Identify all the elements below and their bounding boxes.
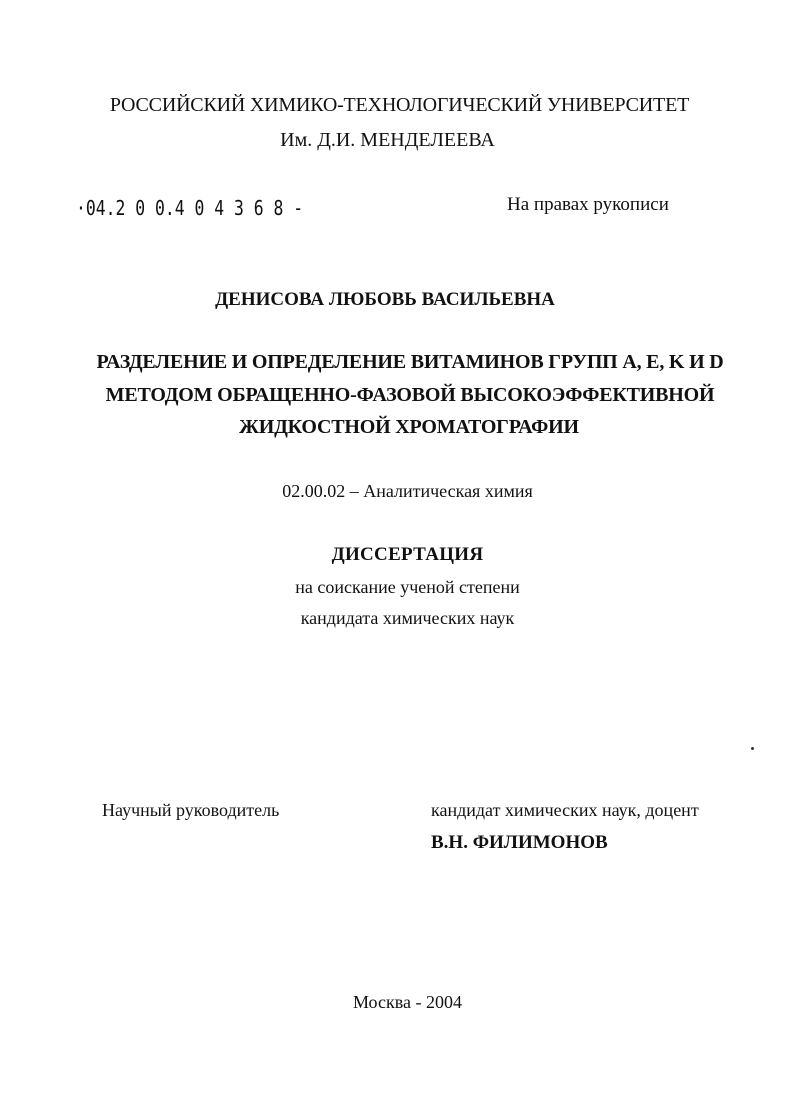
dissertation-title-line: ЖИДКОСТНОЙ ХРОМАТОГРАФИИ [239, 416, 579, 438]
degree-line: на соискание ученой степени [295, 577, 520, 597]
university-title: РОССИЙСКИЙ ХИМИКО-ТЕХНОЛОГИЧЕСКИЙ УНИВЕРСИТЕТ [109, 94, 690, 116]
university-name: Им. Д.И. МЕНДЕЛЕЕВА [280, 129, 495, 151]
supervisor-degree: кандидат химических наук, доцент [431, 800, 699, 820]
dissertation-title-line: РАЗДЕЛЕНИЕ И ОПРЕДЕЛЕНИЕ ВИТАМИНОВ ГРУПП A, E, K И D [96, 351, 724, 373]
supervisor-name: В.Н. ФИЛИМОНОВ [431, 832, 608, 853]
city-year: Москва - 2004 [353, 992, 462, 1012]
specialty-code: 02.00.02 – Аналитическая химия [282, 481, 533, 501]
dissertation-title-line: МЕТОДОМ ОБРАЩЕННО-ФАЗОВОЙ ВЫСОКОЭФФЕКТИВНОЙ [105, 384, 715, 406]
archive-stamp-number: ·04.2 0 0.4 0 4 3 6 8 - [76, 196, 304, 220]
document-type: ДИССЕРТАЦИЯ [331, 544, 484, 565]
degree-line: кандидата химических наук [300, 608, 515, 628]
manuscript-rights-note: На правах рукописи [507, 194, 669, 215]
author-name: ДЕНИСОВА ЛЮБОВЬ ВАСИЛЬЕВНА [215, 289, 555, 310]
scan-speck [751, 747, 754, 750]
supervisor-label: Научный руководитель [102, 800, 280, 820]
